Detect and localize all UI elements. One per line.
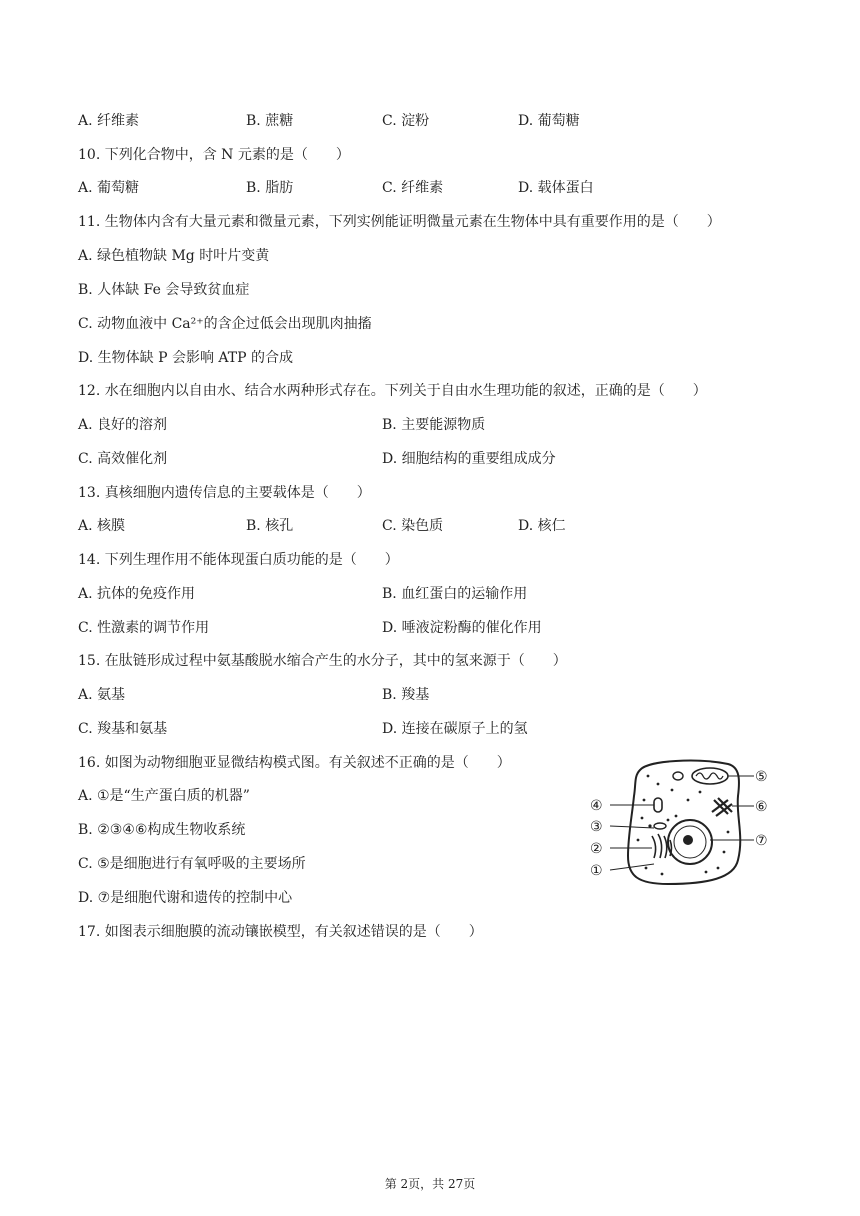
lysosome [654,798,662,812]
q9-option-a: A. 纤维素 [78,113,140,129]
q11-option-d: D. 生物体缺 P 会影响 ATP 的合成 [78,350,293,366]
q14-option-b: B. 血红蛋白的运输作用 [382,586,528,602]
q17-stem: 17. 如图表示细胞膜的流动镶嵌模型，有关叙述错误的是（ ） [78,924,483,940]
q13-option-b: B. 核孔 [246,518,294,534]
q14-option-d: D. 唾液淀粉酶的催化作用 [382,620,542,636]
q15-stem: 15. 在肽链形成过程中氨基酸脱水缩合产生的水分子，其中的氢来源于（ ） [78,653,567,669]
animal-cell-diagram [588,756,774,888]
label-4: ④ [590,798,603,814]
q12-option-c: C. 高效催化剂 [78,451,168,467]
q13-stem: 13. 真核细胞内遗传信息的主要载体是（ ） [78,485,371,501]
q14-stem: 14. 下列生理作用不能体现蛋白质功能的是（ ） [78,552,399,568]
q15-option-c: C. 羧基和氨基 [78,721,168,737]
q16-option-c: C. ⑤是细胞进行有氧呼吸的主要场所 [78,856,306,872]
q14-option-c: C. 性激素的调节作用 [78,620,210,636]
q13-option-c: C. 染色质 [382,518,444,534]
label-7: ⑦ [755,833,768,849]
q10-option-a: A. 葡萄糖 [78,180,140,196]
page-footer: 第 2页，共 27页 [384,1177,476,1191]
q11-option-c: C. 动物血液中 Ca²⁺的含企过低会出现肌肉抽搐 [78,316,372,332]
q15-option-d: D. 连接在碳原子上的氢 [382,721,528,737]
q10-option-d: D. 载体蛋白 [518,180,594,196]
q9-option-c: C. 淀粉 [382,113,430,129]
q16-option-d: D. ⑦是细胞代谢和遗传的控制中心 [78,890,293,906]
q15-option-b: B. 羧基 [382,687,430,703]
q11-option-b: B. 人体缺 Fe 会导致贫血症 [78,282,250,298]
label-5: ⑤ [755,769,768,785]
q9-option-d: D. 葡萄糖 [518,113,580,129]
q10-option-b: B. 脂肪 [246,180,294,196]
centriole [712,798,732,816]
nucleolus [683,835,693,845]
q16-option-b: B. ②③④⑥构成生物收系统 [78,822,246,838]
q12-option-b: B. 主要能源物质 [382,417,486,433]
q11-stem: 11. 生物体内含有大量元素和微量元素，下列实例能证明微量元素在生物体中具有重要作用的是（ ） [78,214,721,230]
q16-stem: 16. 如图为动物细胞亚显微结构模式图。有关叙述不正确的是（ ） [78,755,511,771]
q13-option-a: A. 核膜 [78,518,126,534]
label-3: ③ [590,819,603,835]
q12-option-a: A. 良好的溶剂 [78,417,168,433]
q16-option-a: A. ①是“生产蛋白质的机器” [78,788,250,804]
label-6: ⑥ [755,799,768,815]
q9-option-b: B. 蔗糖 [246,113,294,129]
q14-option-a: A. 抗体的免疫作用 [78,586,196,602]
label-1: ① [590,863,603,879]
q12-stem: 12. 水在细胞内以自由水、结合水两种形式存在。下列关于自由水生理功能的叙述，正确的是（ ） [78,383,707,399]
q12-option-d: D. 细胞结构的重要组成成分 [382,451,556,467]
q10-option-c: C. 纤维素 [382,180,444,196]
q11-option-a: A. 绿色植物缺 Mg 时叶片变黄 [78,248,270,264]
q15-option-a: A. 氨基 [78,687,126,703]
label-2: ② [590,841,603,857]
q10-stem: 10. 下列化合物中，含 N 元素的是（ ） [78,147,350,163]
q13-option-d: D. 核仁 [518,518,566,534]
